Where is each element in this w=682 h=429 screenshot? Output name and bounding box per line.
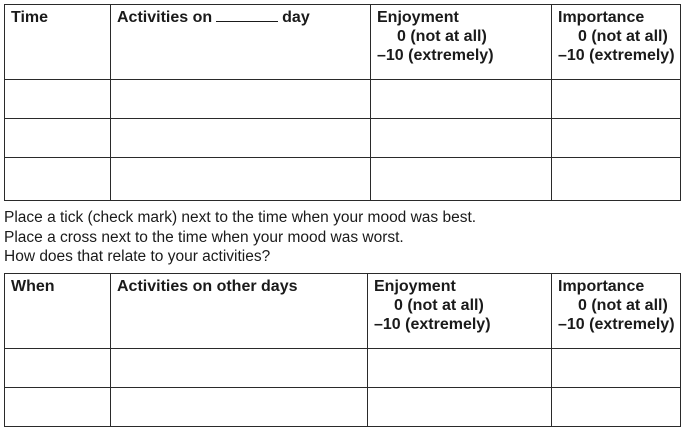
when-cell[interactable] (5, 349, 111, 388)
header-activities-prefix: Activities on (117, 9, 213, 26)
importance-scale-high: –10 (extremely) (558, 47, 675, 64)
enjoyment-scale-low: 0 (not at all) (394, 297, 484, 314)
header-activities-suffix: day (282, 9, 310, 26)
header-activities-other (111, 274, 368, 349)
header-activities (111, 5, 371, 80)
activity-cell[interactable] (111, 119, 371, 158)
importance-cell[interactable] (552, 158, 681, 201)
instruction-cross: Place a cross next to the time when your mood was worst. (4, 228, 404, 246)
day-blank-line[interactable] (216, 9, 278, 22)
activity-log-table-day (4, 4, 681, 201)
enjoyment-cell[interactable] (368, 349, 552, 388)
importance-cell[interactable] (552, 349, 681, 388)
table-row (5, 119, 681, 158)
header-importance-label: Importance (558, 9, 645, 26)
table-row (5, 349, 681, 388)
when-cell[interactable] (5, 388, 111, 427)
header-enjoyment-label: Enjoyment (374, 278, 456, 295)
instruction-tick: Place a tick (check mark) next to the time when your mood was best. (4, 209, 477, 226)
enjoyment-scale-high: –10 (extremely) (374, 316, 491, 333)
header-when-label: When (11, 278, 55, 295)
header-when (5, 274, 111, 349)
header-importance (552, 274, 681, 349)
importance-scale-low: 0 (not at all) (578, 297, 668, 314)
enjoyment-scale-high: –10 (extremely) (377, 47, 494, 64)
header-enjoyment-label: Enjoyment (377, 9, 459, 26)
enjoyment-scale-low: 0 (not at all) (397, 28, 487, 45)
table-row (5, 158, 681, 201)
header-row (5, 274, 681, 349)
enjoyment-cell[interactable] (368, 388, 552, 427)
time-cell[interactable] (5, 80, 111, 119)
importance-scale-low: 0 (not at all) (578, 28, 668, 45)
table-row (5, 80, 681, 119)
mood-instructions (4, 208, 476, 267)
importance-cell[interactable] (552, 80, 681, 119)
header-enjoyment (371, 5, 552, 80)
instruction-question: How does that relate to your activities? (4, 248, 271, 265)
activity-cell[interactable] (111, 158, 371, 201)
enjoyment-cell[interactable] (371, 119, 552, 158)
header-importance (552, 5, 681, 80)
activity-cell[interactable] (111, 80, 371, 119)
header-importance-label: Importance (558, 278, 645, 295)
header-time (5, 5, 111, 80)
importance-cell[interactable] (552, 388, 681, 427)
header-activities-other-label: Activities on other days (117, 278, 298, 295)
header-enjoyment (368, 274, 552, 349)
table-row (5, 388, 681, 427)
header-row (5, 5, 681, 80)
time-cell[interactable] (5, 158, 111, 201)
activity-cell[interactable] (111, 349, 368, 388)
activity-log-table-other-days (4, 273, 681, 427)
enjoyment-cell[interactable] (371, 80, 552, 119)
header-time-label: Time (11, 9, 49, 26)
importance-scale-high: –10 (extremely) (558, 316, 675, 333)
enjoyment-cell[interactable] (371, 158, 552, 201)
time-cell[interactable] (5, 119, 111, 158)
importance-cell[interactable] (552, 119, 681, 158)
activity-cell[interactable] (111, 388, 368, 427)
